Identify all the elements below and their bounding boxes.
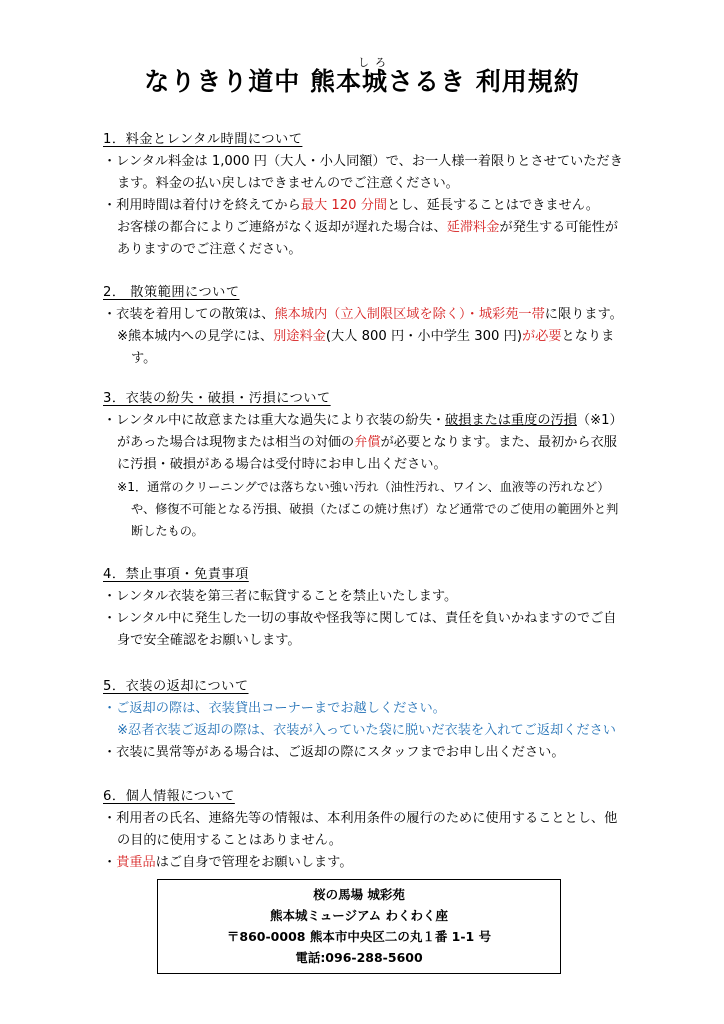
- emphasis-text: が必要: [521, 329, 562, 344]
- section-text: ます。料金の払い戻しはできませんのでご注意ください。: [117, 176, 459, 191]
- text-span: はご自身で管理をお願いします。: [155, 855, 353, 870]
- section-text: ・衣装に異常等がある場合は、ご返却の際にスタッフまでお申し出ください。: [103, 745, 565, 760]
- section-heading: 3．衣装の紛失・破損・汚損について: [103, 391, 331, 406]
- title-part-before: なりきり道中: [144, 67, 310, 96]
- section-text: 身で安全確認をお願いします。: [117, 633, 301, 648]
- contact-museum: 熊本城ミュージアム わくわく座: [270, 908, 448, 923]
- title-ruby-text: しろ: [358, 56, 392, 69]
- text-span: (大人 800 円・小中学生 300 円): [325, 329, 522, 344]
- section-text: ・レンタル衣装を第三者に転貸することを禁止いたします。: [103, 589, 458, 604]
- emphasis-text: 別途料金: [273, 329, 326, 344]
- section-heading: 1．料金とレンタル時間について: [103, 132, 303, 147]
- contact-phone: 電話:096-288-5600: [295, 950, 423, 965]
- section-text: [103, 304, 633, 326]
- text-span: が必要となります。また、最初から衣服: [380, 435, 617, 450]
- text-span: ・レンタル中に故意または重大な過失により衣装の紛失・: [103, 413, 446, 428]
- section-note: 断したもの。: [131, 524, 204, 538]
- section-fees: [103, 129, 633, 261]
- section-heading: 5．衣装の返却について: [103, 679, 249, 694]
- section-text: ・レンタル料金は 1,000 円（大人・小人同額）で、お一人様一着限りとさせていただき: [103, 154, 623, 169]
- section-text: ありますのでご注意ください。: [117, 242, 302, 257]
- section-text: ・ご返却の際は、衣装貸出コーナーまでお越しください。: [103, 701, 446, 716]
- emphasis-text: 弁償: [354, 435, 381, 450]
- text-span: ※熊本城内への見学には、: [117, 329, 274, 344]
- section-text: に汚損・破損がある場合は受付時にお申し出ください。: [117, 457, 447, 472]
- title-ruby-base: 城: [358, 67, 392, 96]
- section-text: [103, 410, 633, 432]
- section-return: [103, 676, 633, 764]
- section-text: [103, 326, 633, 348]
- underlined-text: 破損または重度の汚損: [445, 413, 577, 428]
- emphasis-text: 熊本城内（立入制限区域を除く）・城彩苑一帯: [274, 307, 545, 322]
- section-heading: 2． 散策範囲について: [103, 285, 240, 300]
- section-prohibited: [103, 564, 633, 652]
- section-text: [103, 217, 633, 239]
- emphasis-text: 最大 120 分間: [300, 198, 388, 213]
- page-title: [144, 56, 579, 94]
- emphasis-text: 延滞料金: [446, 220, 500, 235]
- section-text: ・利用者の氏名、連絡先等の情報は、本利用条件の履行のために使用することとし、他: [103, 811, 618, 826]
- text-span: があった場合は現物または相当の対価の: [117, 435, 355, 450]
- title-part-kanji: 熊本: [309, 67, 362, 96]
- section-text: ※忍者衣装ご返却の際は、衣装が入っていた袋に脱いだ衣装を入れてご返却ください: [117, 723, 616, 738]
- section-note: ※1．通常のクリーニングでは落ちない強い汚れ（油性汚れ、ワイン、血液等の汚れなど）: [117, 480, 610, 494]
- section-text: す。: [131, 351, 157, 366]
- contact-box: [157, 879, 561, 974]
- title-part-after: さるき 利用規約: [388, 67, 580, 96]
- section-damage: [103, 388, 633, 542]
- text-span: ・: [103, 855, 117, 870]
- emphasis-text: 貴重品: [116, 855, 156, 870]
- text-span: ・衣装を着用しての散策は、: [103, 307, 275, 322]
- text-span: （※1）: [576, 413, 623, 428]
- section-heading: 4．禁止事項・免責事項: [103, 567, 249, 582]
- section-heading: 6．個人情報について: [103, 789, 235, 804]
- contact-facility: 桜の馬場 城彩苑: [313, 887, 405, 902]
- section-privacy: [103, 786, 633, 874]
- text-span: とし、延長することはできません。: [387, 198, 599, 213]
- text-span: となりま: [561, 329, 615, 344]
- contact-address: 〒860-0008 熊本市中央区二の丸１番 1-1 号: [226, 929, 492, 944]
- section-text: [103, 195, 633, 217]
- title-ruby: [358, 56, 392, 96]
- title-area: [0, 56, 724, 94]
- section-text: ・レンタル中に発生した一切の事故や怪我等に関しては、責任を負いかねますのでご自: [103, 611, 617, 626]
- section-text: [103, 852, 633, 874]
- text-span: が発生する可能性が: [499, 220, 619, 235]
- text-span: ・利用時間は着付けを終えてから: [103, 198, 301, 213]
- section-text: [103, 432, 633, 454]
- section-area: [103, 282, 633, 370]
- section-note: や、修復不可能となる汚損、破損（たばこの焼け焦げ）など通常でのご使用の範囲外と判: [131, 502, 619, 516]
- section-text: の目的に使用することはありません。: [117, 833, 342, 848]
- text-span: に限ります。: [544, 307, 623, 322]
- text-span: お客様の都合によりご連絡がなく返却が遅れた場合は、: [117, 220, 447, 235]
